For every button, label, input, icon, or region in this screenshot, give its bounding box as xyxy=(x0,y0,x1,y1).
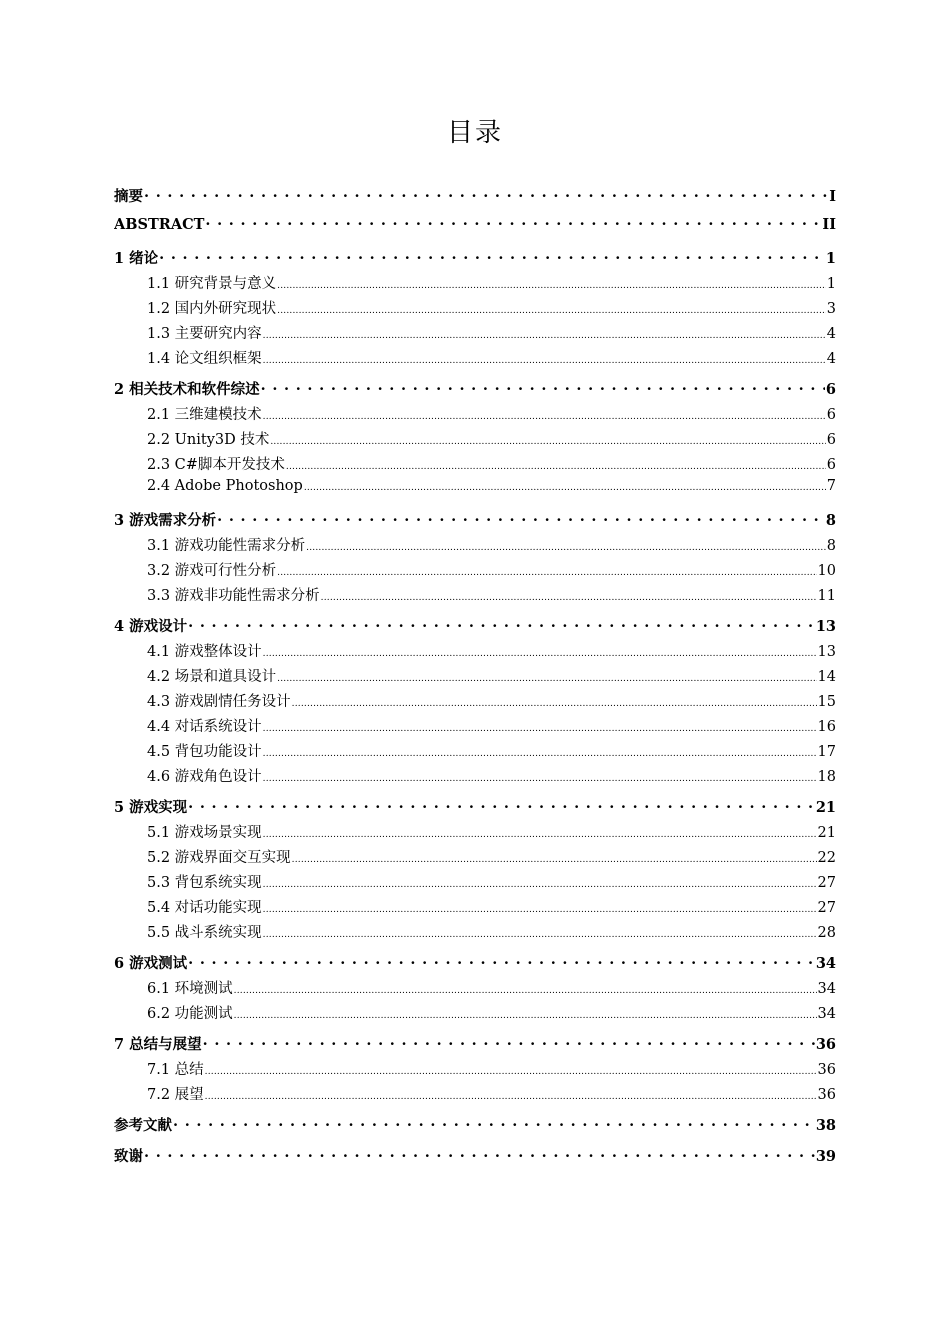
dot-leader xyxy=(159,250,825,267)
toc-entry-page: 16 xyxy=(817,719,836,735)
toc-entry-label: 1.4 论文组织框架 xyxy=(147,351,262,367)
toc-entry-label: 摘要 xyxy=(114,188,143,205)
toc-entry-page: 36 xyxy=(817,1087,836,1103)
toc-entry-label: 7.2 展望 xyxy=(147,1087,204,1103)
dot-leader xyxy=(263,875,817,891)
table-of-contents xyxy=(114,185,836,1170)
toc-chapter-entry[interactable] xyxy=(114,509,836,534)
toc-section-entry[interactable] xyxy=(114,534,836,559)
toc-section-entry[interactable] xyxy=(114,740,836,765)
toc-entry-label: 5.4 对话功能实现 xyxy=(147,900,262,916)
toc-entry-page: 13 xyxy=(815,618,836,635)
toc-section-entry[interactable] xyxy=(114,272,836,297)
toc-entry-page: 1 xyxy=(826,276,836,292)
toc-entry-label: 1.1 研究背景与意义 xyxy=(147,276,277,292)
toc-entry-page: 11 xyxy=(817,588,836,604)
toc-entry-page: 21 xyxy=(815,799,836,816)
dot-leader xyxy=(188,799,815,816)
dot-leader xyxy=(188,955,815,972)
toc-section-entry[interactable] xyxy=(114,478,836,503)
dot-leader xyxy=(263,769,817,785)
toc-section-entry[interactable] xyxy=(114,690,836,715)
toc-chapter-entry[interactable] xyxy=(114,185,836,210)
toc-entry-label: 致谢 xyxy=(114,1148,143,1165)
toc-section-entry[interactable] xyxy=(114,977,836,1002)
toc-entry-label: 1.2 国内外研究现状 xyxy=(147,301,277,317)
toc-entry-page: 13 xyxy=(817,644,836,660)
toc-entry-page: 14 xyxy=(817,669,836,685)
toc-section-entry[interactable] xyxy=(114,715,836,740)
toc-section-entry[interactable] xyxy=(114,347,836,372)
dot-leader xyxy=(188,618,815,635)
toc-entry-label: 5.1 游戏场景实现 xyxy=(147,825,262,841)
toc-entry-page: 17 xyxy=(817,744,836,760)
dot-leader xyxy=(263,925,817,941)
toc-section-entry[interactable] xyxy=(114,1058,836,1083)
toc-entry-page: 21 xyxy=(817,825,836,841)
toc-section-entry[interactable] xyxy=(114,559,836,584)
toc-entry-label: 1.3 主要研究内容 xyxy=(147,326,262,342)
toc-entry-label: 7.1 总结 xyxy=(147,1062,204,1078)
toc-entry-label: 5.3 背包系统实现 xyxy=(147,875,262,891)
dot-leader xyxy=(263,825,817,841)
toc-entry-label: 6.2 功能测试 xyxy=(147,1006,233,1022)
toc-entry-label: 6 游戏测试 xyxy=(114,955,188,972)
toc-section-entry[interactable] xyxy=(114,896,836,921)
dot-leader xyxy=(304,478,826,494)
toc-entry-page: 6 xyxy=(826,407,836,423)
toc-entry-label: 2.2 Unity3D 技术 xyxy=(147,432,270,448)
toc-entry-label: 5.2 游戏界面交互实现 xyxy=(147,850,291,866)
toc-entry-label: 2.1 三维建模技术 xyxy=(147,407,262,423)
toc-entry-label: 3 游戏需求分析 xyxy=(114,512,217,529)
toc-entry-label: 2.4 Adobe Photoshop xyxy=(147,478,303,494)
toc-entry-label: 4.5 背包功能设计 xyxy=(147,744,262,760)
toc-entry-label: 4.6 游戏角色设计 xyxy=(147,769,262,785)
toc-section-entry[interactable] xyxy=(114,322,836,347)
toc-entry-page: I xyxy=(829,188,836,205)
dot-leader xyxy=(286,457,826,473)
dot-leader xyxy=(205,1062,817,1078)
dot-leader xyxy=(217,512,825,529)
toc-entry-page: 15 xyxy=(817,694,836,710)
toc-entry-page: 34 xyxy=(815,955,836,972)
dot-leader xyxy=(205,1087,817,1103)
toc-entry-page: 27 xyxy=(817,875,836,891)
toc-entry-page: 38 xyxy=(815,1117,836,1134)
toc-section-entry[interactable] xyxy=(114,1083,836,1108)
toc-entry-page: 39 xyxy=(815,1148,836,1165)
toc-chapter-entry[interactable] xyxy=(114,378,836,403)
toc-entry-label: 4.3 游戏剧情任务设计 xyxy=(147,694,291,710)
dot-leader xyxy=(292,694,817,710)
toc-entry-label: 4 游戏设计 xyxy=(114,618,188,635)
toc-chapter-entry[interactable] xyxy=(114,1033,836,1058)
dot-leader xyxy=(270,432,825,448)
toc-entry-page: 36 xyxy=(815,1036,836,1053)
toc-entry-page: 8 xyxy=(825,512,836,529)
dot-leader xyxy=(321,588,817,604)
toc-section-entry[interactable] xyxy=(114,921,836,946)
dot-leader xyxy=(263,744,817,760)
dot-leader xyxy=(144,1148,815,1165)
page-title: 目录 xyxy=(446,118,503,148)
toc-entry-page: 3 xyxy=(826,301,836,317)
dot-leader xyxy=(205,216,821,233)
toc-chapter-entry[interactable] xyxy=(114,796,836,821)
toc-entry-page: 27 xyxy=(817,900,836,916)
toc-entry-page: 1 xyxy=(825,250,836,267)
toc-entry-label: 参考文献 xyxy=(114,1117,172,1134)
toc-section-entry[interactable] xyxy=(114,665,836,690)
toc-entry-page: 34 xyxy=(817,1006,836,1022)
toc-entry-page: 18 xyxy=(817,769,836,785)
toc-entry-label: 3.3 游戏非功能性需求分析 xyxy=(147,588,320,604)
toc-entry-page: 7 xyxy=(826,478,836,494)
toc-entry-page: 36 xyxy=(817,1062,836,1078)
dot-leader xyxy=(263,900,817,916)
toc-section-entry[interactable] xyxy=(114,640,836,665)
toc-chapter-entry[interactable] xyxy=(114,615,836,640)
toc-section-entry[interactable] xyxy=(114,453,836,478)
dot-leader xyxy=(277,563,816,579)
toc-entry-page: 34 xyxy=(817,981,836,997)
dot-leader xyxy=(277,301,826,317)
toc-entry-label: 2 相关技术和软件综述 xyxy=(114,381,260,398)
toc-chapter-entry[interactable] xyxy=(114,952,836,977)
toc-entry-page: 6 xyxy=(826,432,836,448)
toc-entry-label: ABSTRACT xyxy=(114,216,205,233)
toc-section-entry[interactable] xyxy=(114,765,836,790)
toc-entry-label: 3.1 游戏功能性需求分析 xyxy=(147,538,306,554)
toc-entry-label: 2.3 C#脚本开发技术 xyxy=(147,457,285,473)
toc-entry-label: 4.4 对话系统设计 xyxy=(147,719,262,735)
toc-section-entry[interactable] xyxy=(114,1002,836,1027)
toc-entry-page: 8 xyxy=(826,538,836,554)
dot-leader xyxy=(263,407,826,423)
toc-entry-label: 1 绪论 xyxy=(114,250,159,267)
toc-entry-page: 6 xyxy=(825,381,836,398)
dot-leader xyxy=(263,326,826,342)
toc-section-entry[interactable] xyxy=(114,871,836,896)
dot-leader xyxy=(277,669,816,685)
dot-leader xyxy=(261,381,825,398)
toc-entry-page: 6 xyxy=(826,457,836,473)
toc-entry-label: 6.1 环境测试 xyxy=(147,981,233,997)
toc-section-entry[interactable] xyxy=(114,846,836,871)
toc-entry-page: 28 xyxy=(817,925,836,941)
toc-section-entry[interactable] xyxy=(114,297,836,322)
dot-leader xyxy=(263,719,817,735)
toc-entry-page: 4 xyxy=(826,326,836,342)
dot-leader xyxy=(203,1036,815,1053)
dot-leader xyxy=(306,538,826,554)
dot-leader xyxy=(234,981,817,997)
dot-leader xyxy=(263,644,817,660)
toc-entry-label: 3.2 游戏可行性分析 xyxy=(147,563,277,579)
toc-entry-label: 4.1 游戏整体设计 xyxy=(147,644,262,660)
toc-entry-page: 10 xyxy=(817,563,836,579)
toc-entry-page: 22 xyxy=(817,850,836,866)
toc-chapter-entry[interactable] xyxy=(114,247,836,272)
toc-entry-label: 5.5 战斗系统实现 xyxy=(147,925,262,941)
toc-entry-label: 5 游戏实现 xyxy=(114,799,188,816)
toc-entry-page: 4 xyxy=(826,351,836,367)
toc-section-entry[interactable] xyxy=(114,403,836,428)
dot-leader xyxy=(277,276,826,292)
toc-section-entry[interactable] xyxy=(114,428,836,453)
toc-entry-label: 4.2 场景和道具设计 xyxy=(147,669,277,685)
toc-section-entry[interactable] xyxy=(114,821,836,846)
dot-leader xyxy=(173,1117,815,1134)
toc-section-entry[interactable] xyxy=(114,584,836,609)
dot-leader xyxy=(234,1006,817,1022)
toc-chapter-entry[interactable] xyxy=(114,1145,836,1170)
toc-chapter-entry[interactable] xyxy=(114,216,836,241)
dot-leader xyxy=(292,850,817,866)
toc-chapter-entry[interactable] xyxy=(114,1114,836,1139)
toc-entry-page: II xyxy=(822,216,836,233)
toc-entry-label: 7 总结与展望 xyxy=(114,1036,202,1053)
dot-leader xyxy=(144,188,828,205)
dot-leader xyxy=(263,351,826,367)
